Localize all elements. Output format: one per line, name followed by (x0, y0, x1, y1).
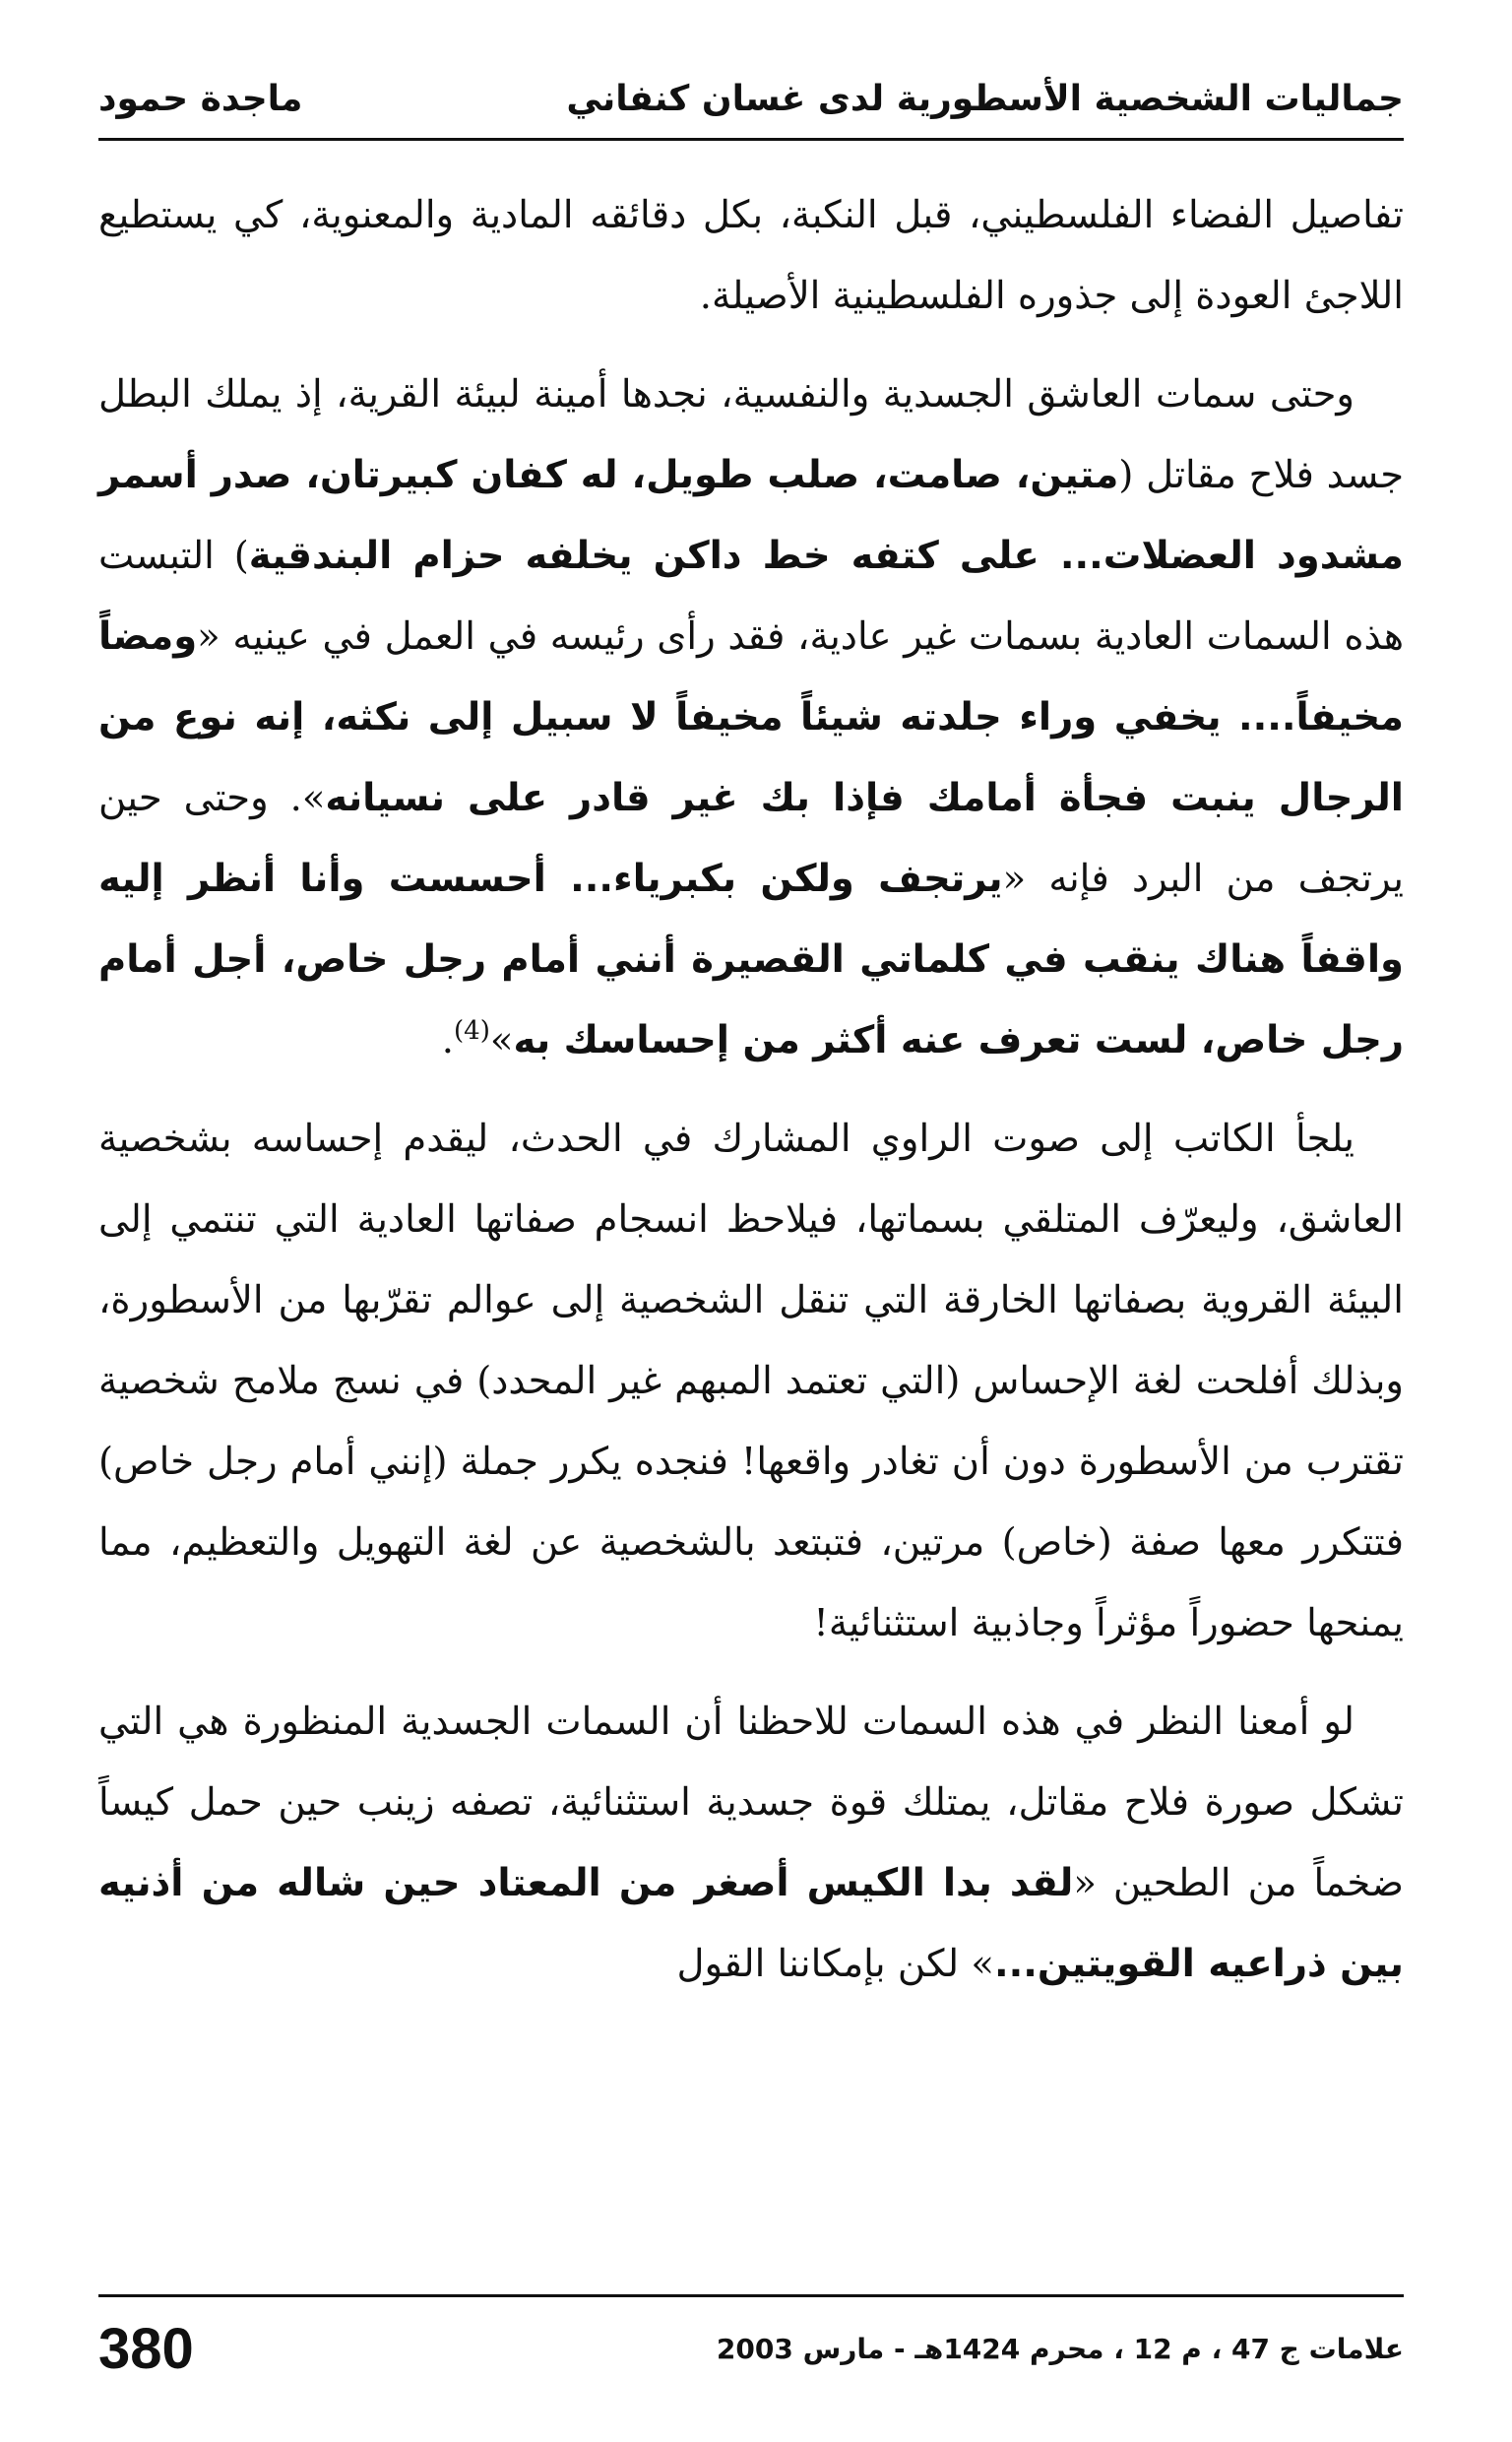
page-number: 380 (98, 2316, 194, 2381)
paragraph-2 (98, 354, 1404, 1081)
footnote-reference: (4) (454, 1016, 490, 1047)
p2-text-4: » (489, 1018, 514, 1062)
p2-text-5: . (441, 1018, 455, 1062)
article-body (98, 175, 1404, 2023)
p2-text-2: ) التبست هذه السمات العادية بسمات غير عادية، فقد رأى رئيسه في العمل في عينيه « (98, 534, 1404, 659)
paragraph-3: يلجأ الكاتب إلى صوت الراوي المشارك في الحدث، ليقدم إحساسه بشخصية العاشق، وليعرّف المتلقي بسماتها، فيلاحظ انسجام صفاتها العادية التي تنتمي إلى البيئة القروية بصفاتها الخارقة التي تنقل الشخصية إلى عوالم تقرّبها من الأسطورة، وبذلك أفلحت لغة الإحساس (التي تعتمد المبهم غير المحدد) في نسج ملامح شخصية تقترب من الأسطورة دون أن تغادر واقعها! فنجده يكرر جملة (إنني أمام رجل خاص) فتتكرر معها صفة (خاص) مرتين، فتبتعد بالشخصية عن لغة التهويل والتعظيم، مما يمنحها حضوراً مؤثراً وجاذبية استثنائية! (98, 1117, 1404, 1645)
page-footer (98, 2309, 1404, 2388)
p4-text-1: لو أمعنا النظر في هذه السمات للاحظنا أن السمات الجسدية المنظورة هي التي تشكل صورة فلاح مقاتل، يمتلك قوة جسدية استثنائية، تصفه زينب حين حمل كيساً ضخماً من الطحين « (98, 1700, 1404, 1905)
p4-text-2: » لكن بإمكاننا القول (676, 1942, 994, 1986)
p2-bold-quote-3: يرتجف ولكن بكبرياء... أحسست وأنا أنظر إليه واقفاً هناك ينقب في كلماتي القصيرة أنني أمام رجل خاص، أجل أمام رجل خاص، لست تعرف عنه أكثر من إحساسك به (98, 857, 1404, 1062)
p2-text-1: وحتى سمات العاشق الجسدية والنفسية، نجدها أمينة لبيئة القرية، إذ يملك البطل جسد فلاح مقاتل ( (98, 372, 1404, 497)
p4-bold-quote-1: لقد بدا الكيس أصغر من المعتاد حين شاله من أذنيه بين ذراعيه القويتين... (98, 1861, 1404, 1986)
journal-issue-info: علامات ج 47 ، م 12 ، محرم 1424هـ - مارس 2003 (716, 2332, 1404, 2365)
p2-bold-quote-2: ومضاً مخيفاً.... يخفي وراء جلدته شيئاً مخيفاً لا سبيل إلى نكثه، إنه نوع من الرجال ينبت فجأة أمامك فإذا بك غير قادر على نسيانه (98, 614, 1404, 820)
paragraph-1: تفاصيل الفضاء الفلسطيني، قبل النكبة، بكل دقائقه المادية والمعنوية، كي يستطيع اللاجئ العودة إلى جذوره الفلسطينية الأصيلة. (98, 193, 1404, 318)
author-name: ماجدة حمود (98, 78, 303, 119)
article-title: جماليات الشخصية الأسطورية لدى غسان كنفاني (566, 78, 1404, 119)
footer-rule (98, 2294, 1404, 2297)
paragraph-4 (98, 1682, 1404, 2005)
p2-bold-quote-1: متين، صامت، صلب طويل، له كفان كبيرتان، صدر أسمر مشدود العضلات... على كتفه خط داكن يخلفه حزام البندقية (98, 453, 1404, 578)
p2-text-3: ». وحتى حين يرتجف من البرد فإنه « (98, 776, 1404, 901)
running-header (98, 69, 1404, 128)
header-rule (98, 138, 1404, 141)
